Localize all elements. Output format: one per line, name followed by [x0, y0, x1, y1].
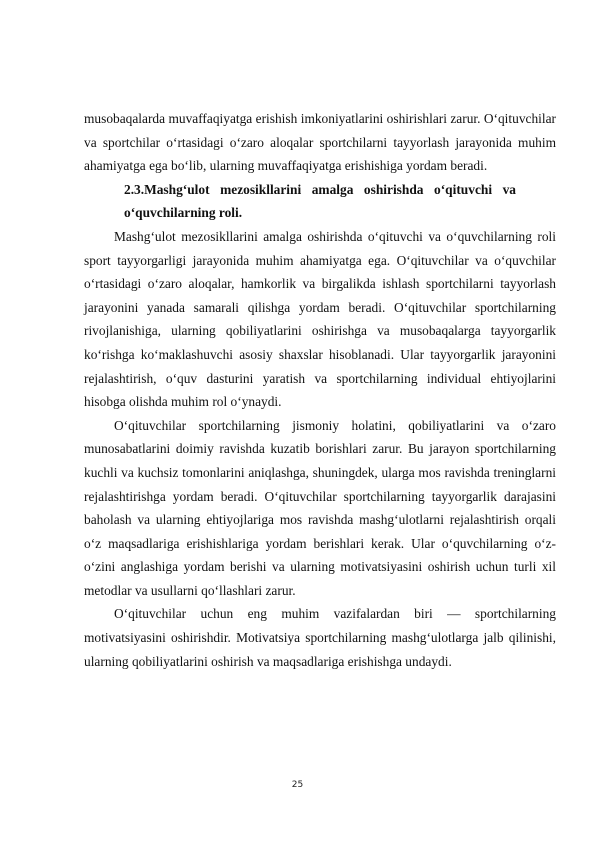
- section-heading: 2.3.Mashg‘ulot mezosikllarini amalga oshirishda o‘qituvchi va o‘quvchilarning roli.: [124, 181, 516, 221]
- body-text: [84, 107, 556, 673]
- paragraph-3: O‘qituvchilar uchun eng muhim vazifalardan biri — sportchilarning motivatsiyasini oshirishdir. Motivatsiya sportchilarning mashg‘ulotlarga jalb qilinishi, ularning qobiliyatlarini oshirish va maqsadlariga erishishga undaydi.: [84, 606, 556, 669]
- paragraph-1: Mashg‘ulot mezosikllarini amalga oshirishda o‘qituvchi va o‘quvchilarning roli sport tayyorgarligi jarayonida muhim ahamiyatga ega. O‘qituvchilar va o‘quvchilar o‘rtasidagi o‘zaro aloqalar, hamkorlik va birgalikda ishlash sportchilarni tayyorlash jarayonini yanada samarali qilishga yordam beradi. O‘qituvchilar sportchilarning rivojlanishiga, ularning qobiliyatlarini oshirishga va musobaqalarga tayyorgarlik ko‘rishga ko‘maklashuvchi asosiy shaxslar hisoblanadi. Ular tayyorgarlik jarayonini rejalashtirish, o‘quv dasturini yaratish va sportchilarning individual ehtiyojlarini hisobga olishda muhim rol o‘ynaydi.: [84, 228, 556, 410]
- continuation-paragraph: musobaqalarda muvaffaqiyatga erishish imkoniyatlarini oshirishlari zarur. O‘qituvchilar va sportchilar o‘rtasidagi o‘zaro aloqalar sportchilarni tayyorlash jarayonida muhim ahamiyatga ega bo‘lib, ularning muvaffaqiyatga erishishiga yordam beradi.: [84, 111, 556, 174]
- paragraph-2: O‘qituvchilar sportchilarning jismoniy holatini, qobiliyatlarini va o‘zaro munosabatlarini doimiy ravishda kuzatib borishlari zarur. Bu jarayon sportchilarning kuchli va kuchsiz tomonlarini aniqlashga, shuningdek, ularga mos ravishda treninglarni rejalashtirishga yordam beradi. O‘qituvchilar sportchilarning tayyorgarlik darajasini baholash va ularning ehtiyojlariga mos ravishda mashg‘ulotlarni rejalashtirish orqali o‘z maqsadlariga erishishlariga yordam berishlari kerak. Ular o‘quvchilarning o‘z-o‘zini anglashiga yordam berishi va ularning motivatsiyasini oshirish uchun turli xil metodlar va usullarni qo‘llashlari zarur.: [84, 417, 556, 598]
- page-number: 25: [291, 780, 304, 790]
